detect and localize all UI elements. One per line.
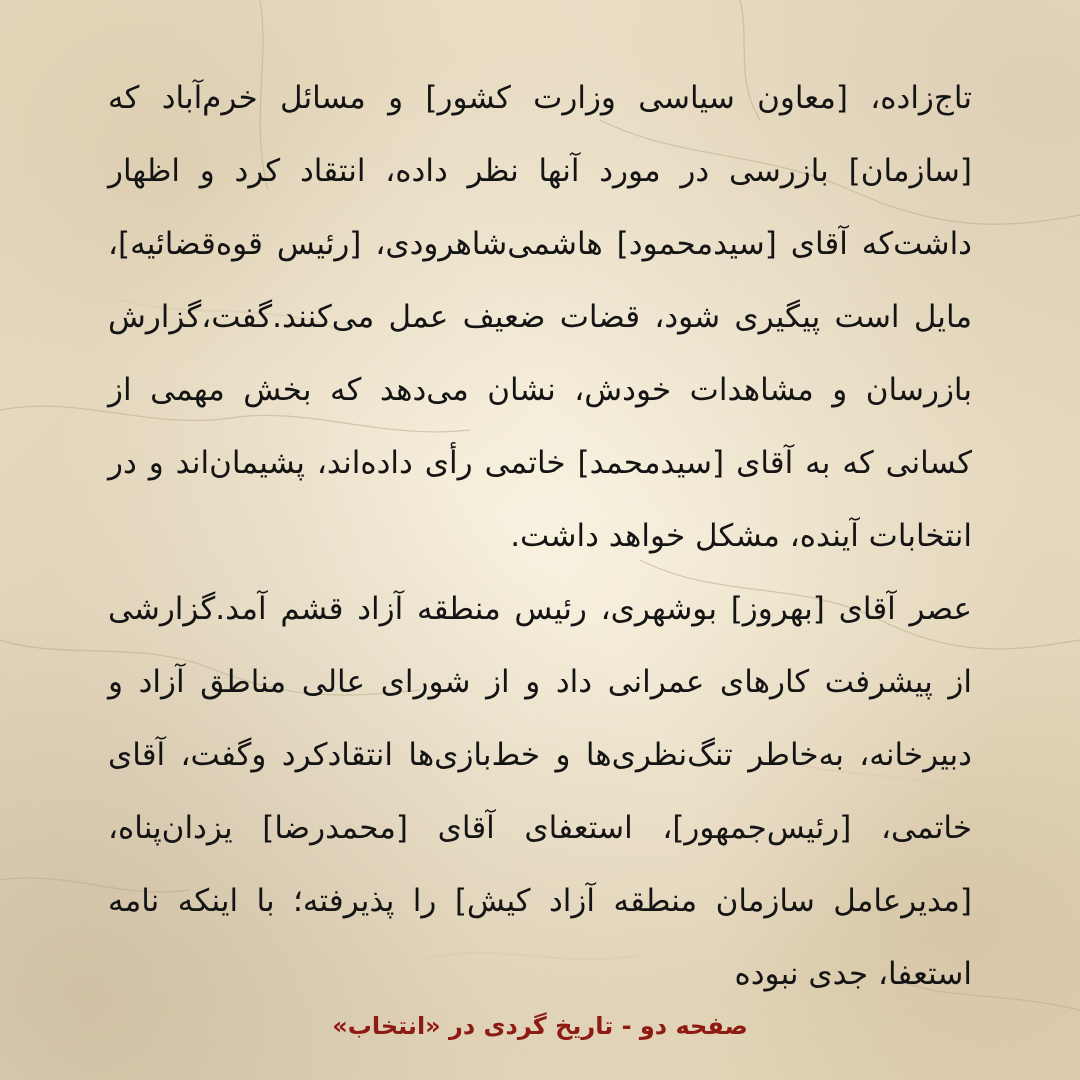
paragraph-1: تاج‌زاده، [معاون سیاسی وزارت کشور] و مسائل خرم‌آباد که [سازمان] بازرسی در مورد آنها نظر داده، انتقاد کرد و اظهار داشت‌که آقای [سیدمحمود] هاشمی‌شاهرودی، [رئیس قوه‌قضائیه]، مایل است پیگیری شود، قضات ضعیف عمل می‌کنند.گفت،گزارش بازرسان و مشاهدات خودش، نشان می‌دهد که بخش مهمی از کسانی که به آقای [سیدمحمد] خاتمی رأی داده‌اند، پشیمان‌اند و در انتخابات آینده، مشکل خواهد داشت. [108,80,972,554]
article-body [108,62,972,1011]
paragraph-2: عصر آقای [بهروز] بوشهری، رئیس منطقه آزاد قشم آمد.گزارشی از پیشرفت کارهای عمرانی داد و از شورای عالی مناطق آزاد و دبیرخانه، به‌خاطر تنگ‌نظری‌ها و خط‌بازی‌ها انتقادکرد وگفت، آقای خاتمی، [رئیس‌جمهور]، استعفای آقای [محمدرضا] یزدان‌پناه، [مدیرعامل سازمان منطقه آزاد کیش] را پذیرفته؛ با اینکه نامه استعفا، جدی نبوده [108,591,972,992]
page-footer: صفحه دو - تاریخ گردی در «انتخاب» [332,1012,748,1040]
